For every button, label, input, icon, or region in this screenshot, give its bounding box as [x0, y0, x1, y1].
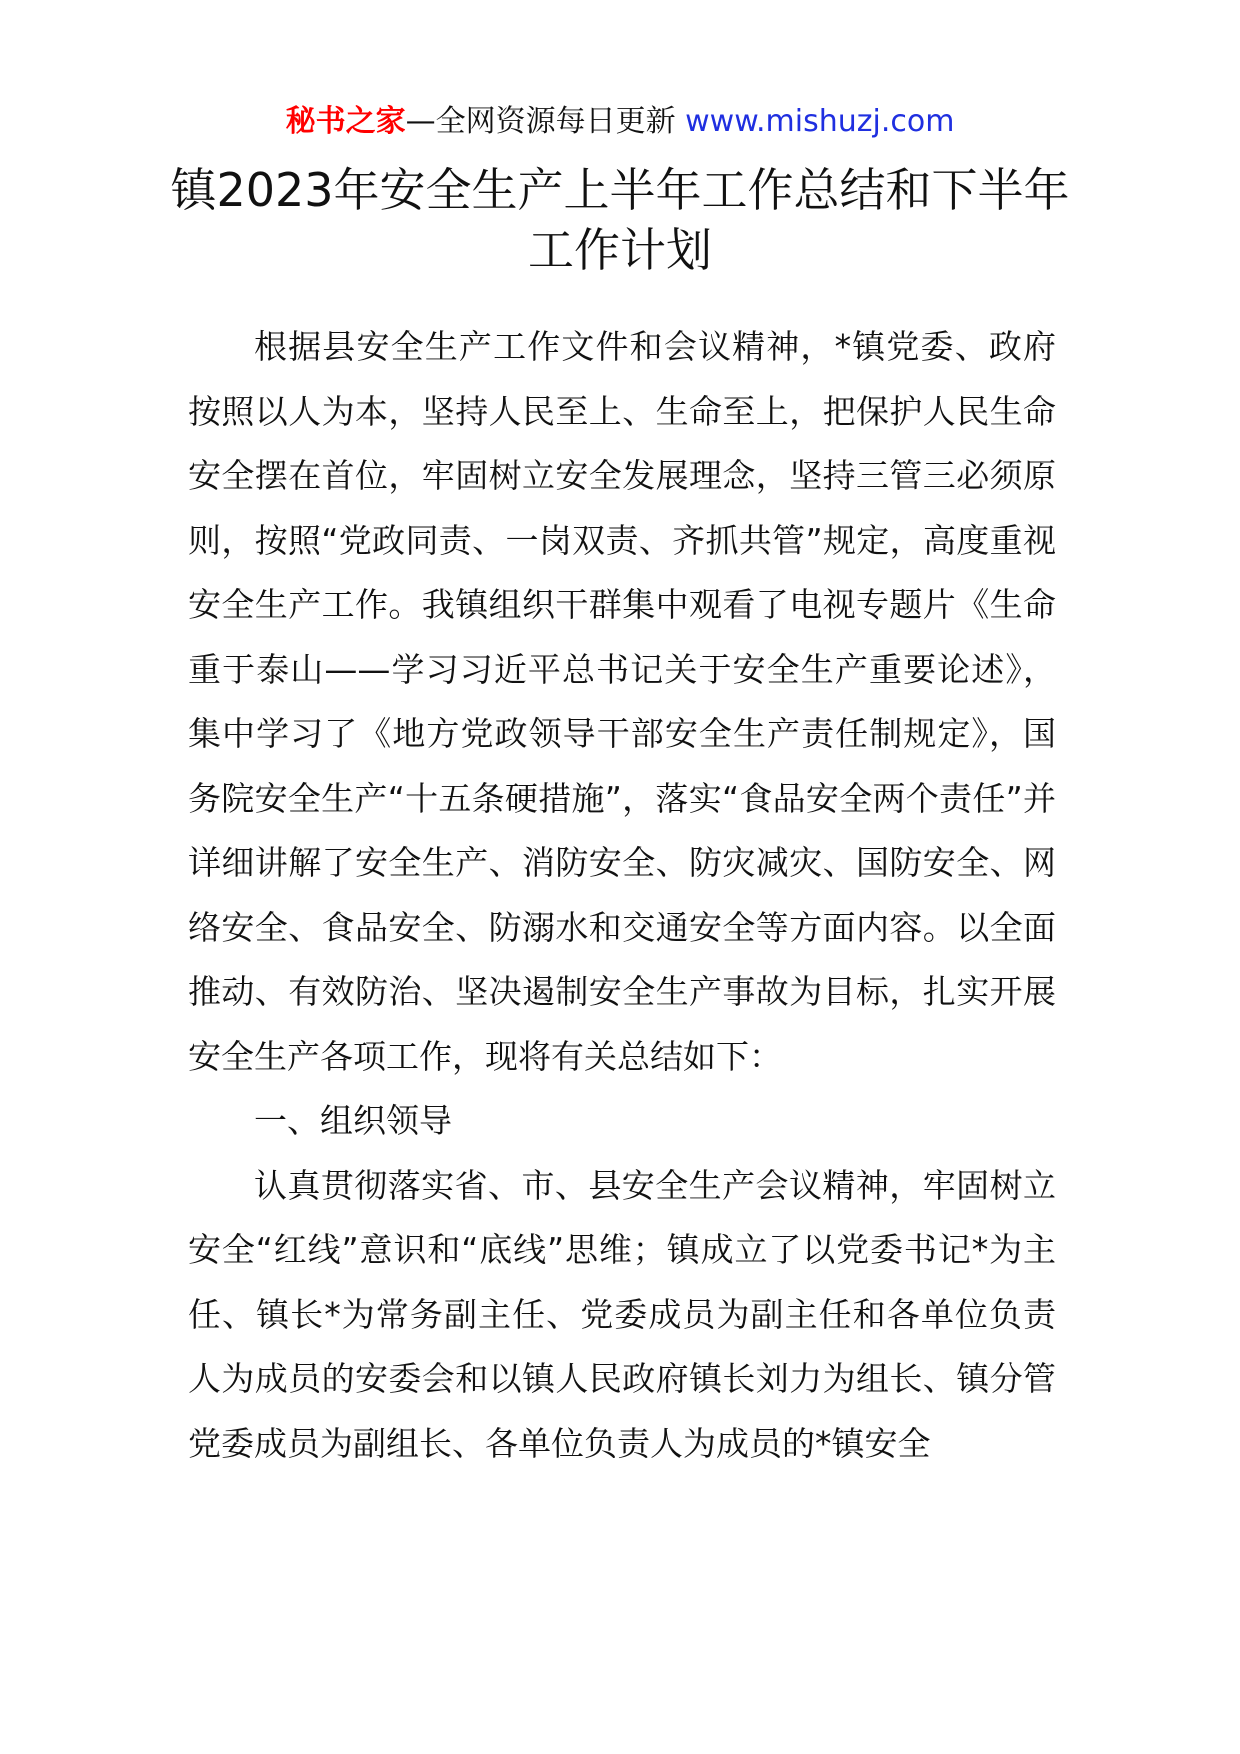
- document-body: [188, 315, 1056, 1476]
- site-brand: 秘书之家: [285, 104, 406, 139]
- site-url-link[interactable]: www.mishuzj.com: [685, 104, 955, 139]
- site-header: [0, 100, 1240, 144]
- document-title: 镇2023年安全生产上半年工作总结和下半年工作计划: [170, 163, 1070, 277]
- body-paragraph-intro: 根据县安全生产工作文件和会议精神，*镇党委、政府按照以人为本，坚持人民至上、生命至上，把保护人民生命安全摆在首位，牢固树立安全发展理念，坚持三管三必须原则，按照“党政同责、一岗双责、齐抓共管”规定，高度重视安全生产工作。我镇组织干群集中观看了电视专题片《生命重于泰山——学习习近平总书记关于安全生产重要论述》，集中学习了《地方党政领导干部安全生产责任制规定》，国务院安全生产“十五条硬措施”，落实“食品安全两个责任”并详细讲解了安全生产、消防安全、防灾减灾、国防安全、网络安全、食品安全、防溺水和交通安全等方面内容。以全面推动、有效防治、坚决遏制安全生产事故为目标，扎实开展安全生产各项工作，现将有关总结如下：: [188, 327, 1056, 1076]
- body-paragraph-organization: 认真贯彻落实省、市、县安全生产会议精神，牢固树立安全“红线”意识和“底线”思维；镇成立了以党委书记*为主任、镇长*为常务副主任、党委成员为副主任和各单位负责人为成员的安委会和以镇人民政府镇长刘力为组长、镇分管党委成员为副组长、各单位负责人为成员的*镇安全: [188, 1165, 1056, 1463]
- site-tagline: —全网资源每日更新: [405, 104, 686, 139]
- section-heading-organization: 一、组织领导: [254, 1101, 452, 1140]
